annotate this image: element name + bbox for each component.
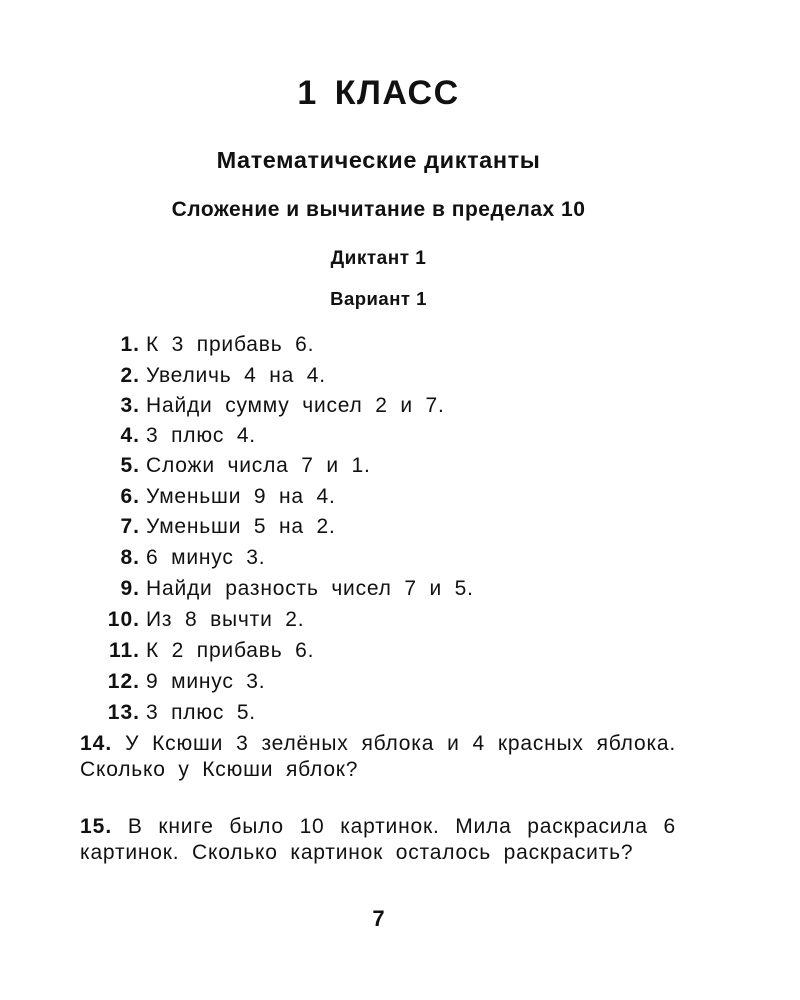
- task-number: 9.: [120, 577, 140, 600]
- task-number: 14.: [80, 732, 113, 755]
- task-number: 12.: [107, 670, 140, 693]
- task-item: [80, 485, 336, 509]
- task-number: 3.: [120, 394, 140, 417]
- task-text: 9 минус 3.: [146, 670, 266, 693]
- task-number: 2.: [120, 364, 140, 387]
- task-text: В книге было 10 картинок. Мила раскрасила 6 картинок. Сколько картинок осталось раскрасить?: [80, 815, 676, 864]
- task-item: [80, 515, 336, 539]
- task-item: [80, 814, 676, 866]
- task-item: [80, 394, 445, 418]
- task-item: [80, 731, 676, 783]
- task-text: Найди сумму чисел 2 и 7.: [146, 394, 445, 417]
- section-title: Математические диктанты: [216, 147, 541, 173]
- task-number: 1.: [120, 333, 140, 356]
- task-text: 6 минус 3.: [146, 546, 266, 569]
- task-item: [80, 424, 256, 448]
- task-text: Уменьши 5 на 2.: [146, 515, 336, 538]
- variant-title: Вариант 1: [330, 288, 427, 309]
- task-text: К 3 прибавь 6.: [146, 333, 315, 356]
- task-number: 5.: [120, 454, 140, 477]
- task-item: [80, 639, 314, 663]
- task-item: [80, 546, 265, 570]
- task-item: [80, 577, 474, 601]
- task-item: [80, 608, 304, 632]
- page-number: 7: [372, 906, 385, 931]
- task-item: [80, 454, 371, 478]
- task-item: [80, 333, 314, 357]
- task-number: 8.: [120, 546, 140, 569]
- task-number: 7.: [120, 515, 140, 538]
- task-text: 3 плюс 5.: [146, 701, 256, 724]
- dictation-title: Диктант 1: [330, 248, 427, 269]
- task-text: 3 плюс 4.: [146, 424, 256, 447]
- task-number: 11.: [108, 639, 140, 662]
- topic-title: Сложение и вычитание в пределах 10: [171, 198, 586, 221]
- task-item: [80, 364, 326, 388]
- task-number: 10.: [107, 608, 140, 631]
- task-text: Увеличь 4 на 4.: [146, 364, 326, 387]
- task-number: 6.: [120, 485, 140, 508]
- task-text: К 2 прибавь 6.: [146, 639, 315, 662]
- task-text: У Ксюши 3 зелёных яблока и 4 красных яблока. Сколько у Ксюши яблок?: [80, 732, 677, 781]
- task-item: [80, 701, 256, 725]
- task-number: 4.: [120, 424, 140, 447]
- task-item: [80, 670, 265, 694]
- task-number: 13.: [107, 701, 140, 724]
- grade-title: 1 КЛАСС: [297, 74, 460, 112]
- task-text: Из 8 вычти 2.: [146, 608, 305, 631]
- task-number: 15.: [80, 815, 113, 838]
- task-text: Сложи числа 7 и 1.: [146, 454, 371, 477]
- task-text: Уменьши 9 на 4.: [146, 485, 336, 508]
- task-text: Найди разность чисел 7 и 5.: [146, 577, 474, 600]
